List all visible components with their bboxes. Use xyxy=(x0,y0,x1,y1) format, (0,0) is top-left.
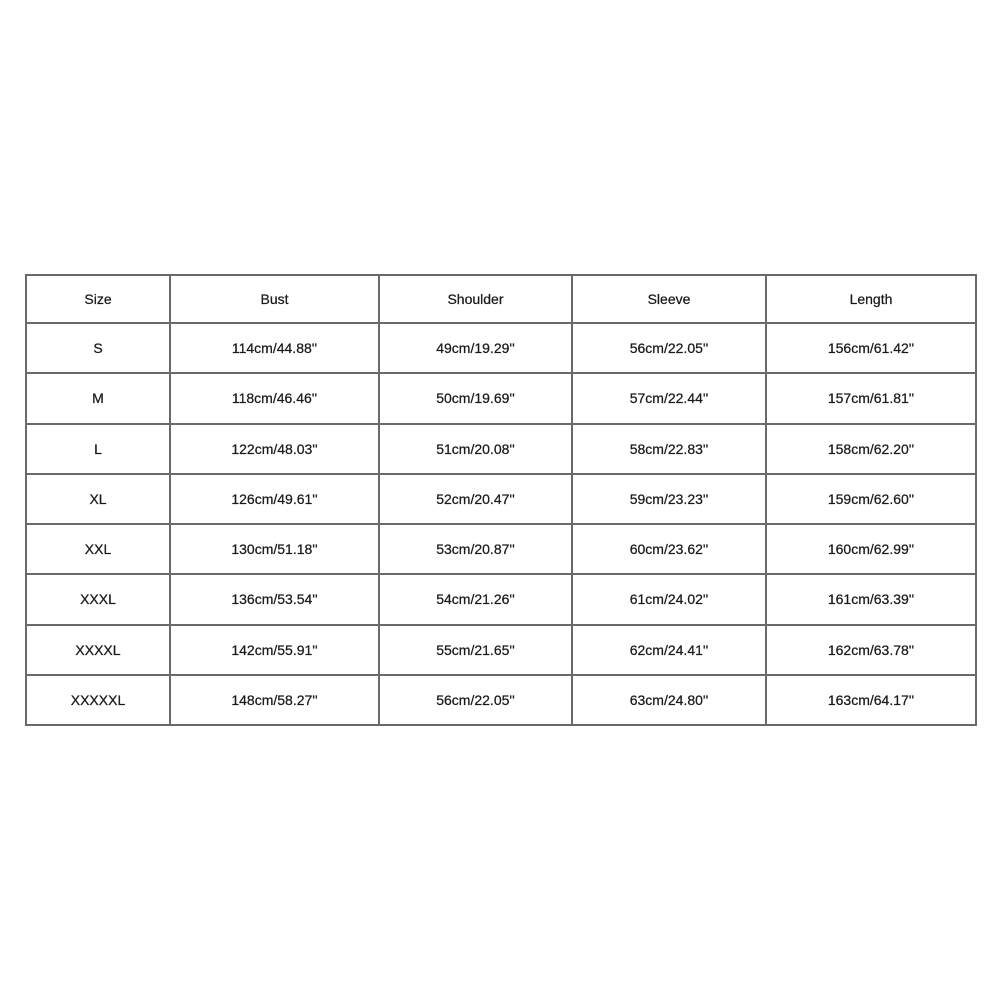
cell-bust: 130cm/51.18'' xyxy=(170,524,379,574)
cell-length: 158cm/62.20'' xyxy=(766,424,976,474)
cell-bust: 126cm/49.61'' xyxy=(170,474,379,524)
cell-sleeve: 62cm/24.41'' xyxy=(572,625,766,675)
cell-size: S xyxy=(26,323,170,373)
cell-sleeve: 56cm/22.05'' xyxy=(572,323,766,373)
cell-shoulder: 49cm/19.29'' xyxy=(379,323,572,373)
table-row xyxy=(26,474,976,524)
cell-sleeve: 57cm/22.44'' xyxy=(572,373,766,423)
cell-shoulder: 54cm/21.26'' xyxy=(379,574,572,624)
header-shoulder: Shoulder xyxy=(379,275,572,323)
cell-bust: 142cm/55.91'' xyxy=(170,625,379,675)
cell-shoulder: 52cm/20.47'' xyxy=(379,474,572,524)
header-sleeve: Sleeve xyxy=(572,275,766,323)
cell-shoulder: 53cm/20.87'' xyxy=(379,524,572,574)
cell-shoulder: 55cm/21.65'' xyxy=(379,625,572,675)
table-row xyxy=(26,675,976,725)
header-row xyxy=(26,275,976,323)
cell-size: XXXL xyxy=(26,574,170,624)
cell-length: 160cm/62.99'' xyxy=(766,524,976,574)
size-chart-table xyxy=(25,274,977,726)
cell-size: M xyxy=(26,373,170,423)
table-row xyxy=(26,625,976,675)
cell-length: 163cm/64.17'' xyxy=(766,675,976,725)
cell-sleeve: 59cm/23.23'' xyxy=(572,474,766,524)
cell-bust: 136cm/53.54'' xyxy=(170,574,379,624)
cell-sleeve: 63cm/24.80'' xyxy=(572,675,766,725)
cell-bust: 118cm/46.46'' xyxy=(170,373,379,423)
cell-sleeve: 61cm/24.02'' xyxy=(572,574,766,624)
cell-shoulder: 51cm/20.08'' xyxy=(379,424,572,474)
cell-size: L xyxy=(26,424,170,474)
cell-length: 159cm/62.60'' xyxy=(766,474,976,524)
header-size: Size xyxy=(26,275,170,323)
cell-shoulder: 56cm/22.05'' xyxy=(379,675,572,725)
header-length: Length xyxy=(766,275,976,323)
cell-size: XXL xyxy=(26,524,170,574)
cell-size: XXXXL xyxy=(26,625,170,675)
cell-sleeve: 58cm/22.83'' xyxy=(572,424,766,474)
cell-bust: 114cm/44.88'' xyxy=(170,323,379,373)
table-row xyxy=(26,373,976,423)
cell-sleeve: 60cm/23.62'' xyxy=(572,524,766,574)
cell-size: XL xyxy=(26,474,170,524)
cell-length: 161cm/63.39'' xyxy=(766,574,976,624)
header-bust: Bust xyxy=(170,275,379,323)
cell-length: 162cm/63.78'' xyxy=(766,625,976,675)
cell-length: 157cm/61.81'' xyxy=(766,373,976,423)
table-row xyxy=(26,424,976,474)
cell-bust: 148cm/58.27'' xyxy=(170,675,379,725)
cell-shoulder: 50cm/19.69'' xyxy=(379,373,572,423)
cell-size: XXXXXL xyxy=(26,675,170,725)
table-row xyxy=(26,323,976,373)
table-row xyxy=(26,524,976,574)
table-row xyxy=(26,574,976,624)
cell-length: 156cm/61.42'' xyxy=(766,323,976,373)
cell-bust: 122cm/48.03'' xyxy=(170,424,379,474)
